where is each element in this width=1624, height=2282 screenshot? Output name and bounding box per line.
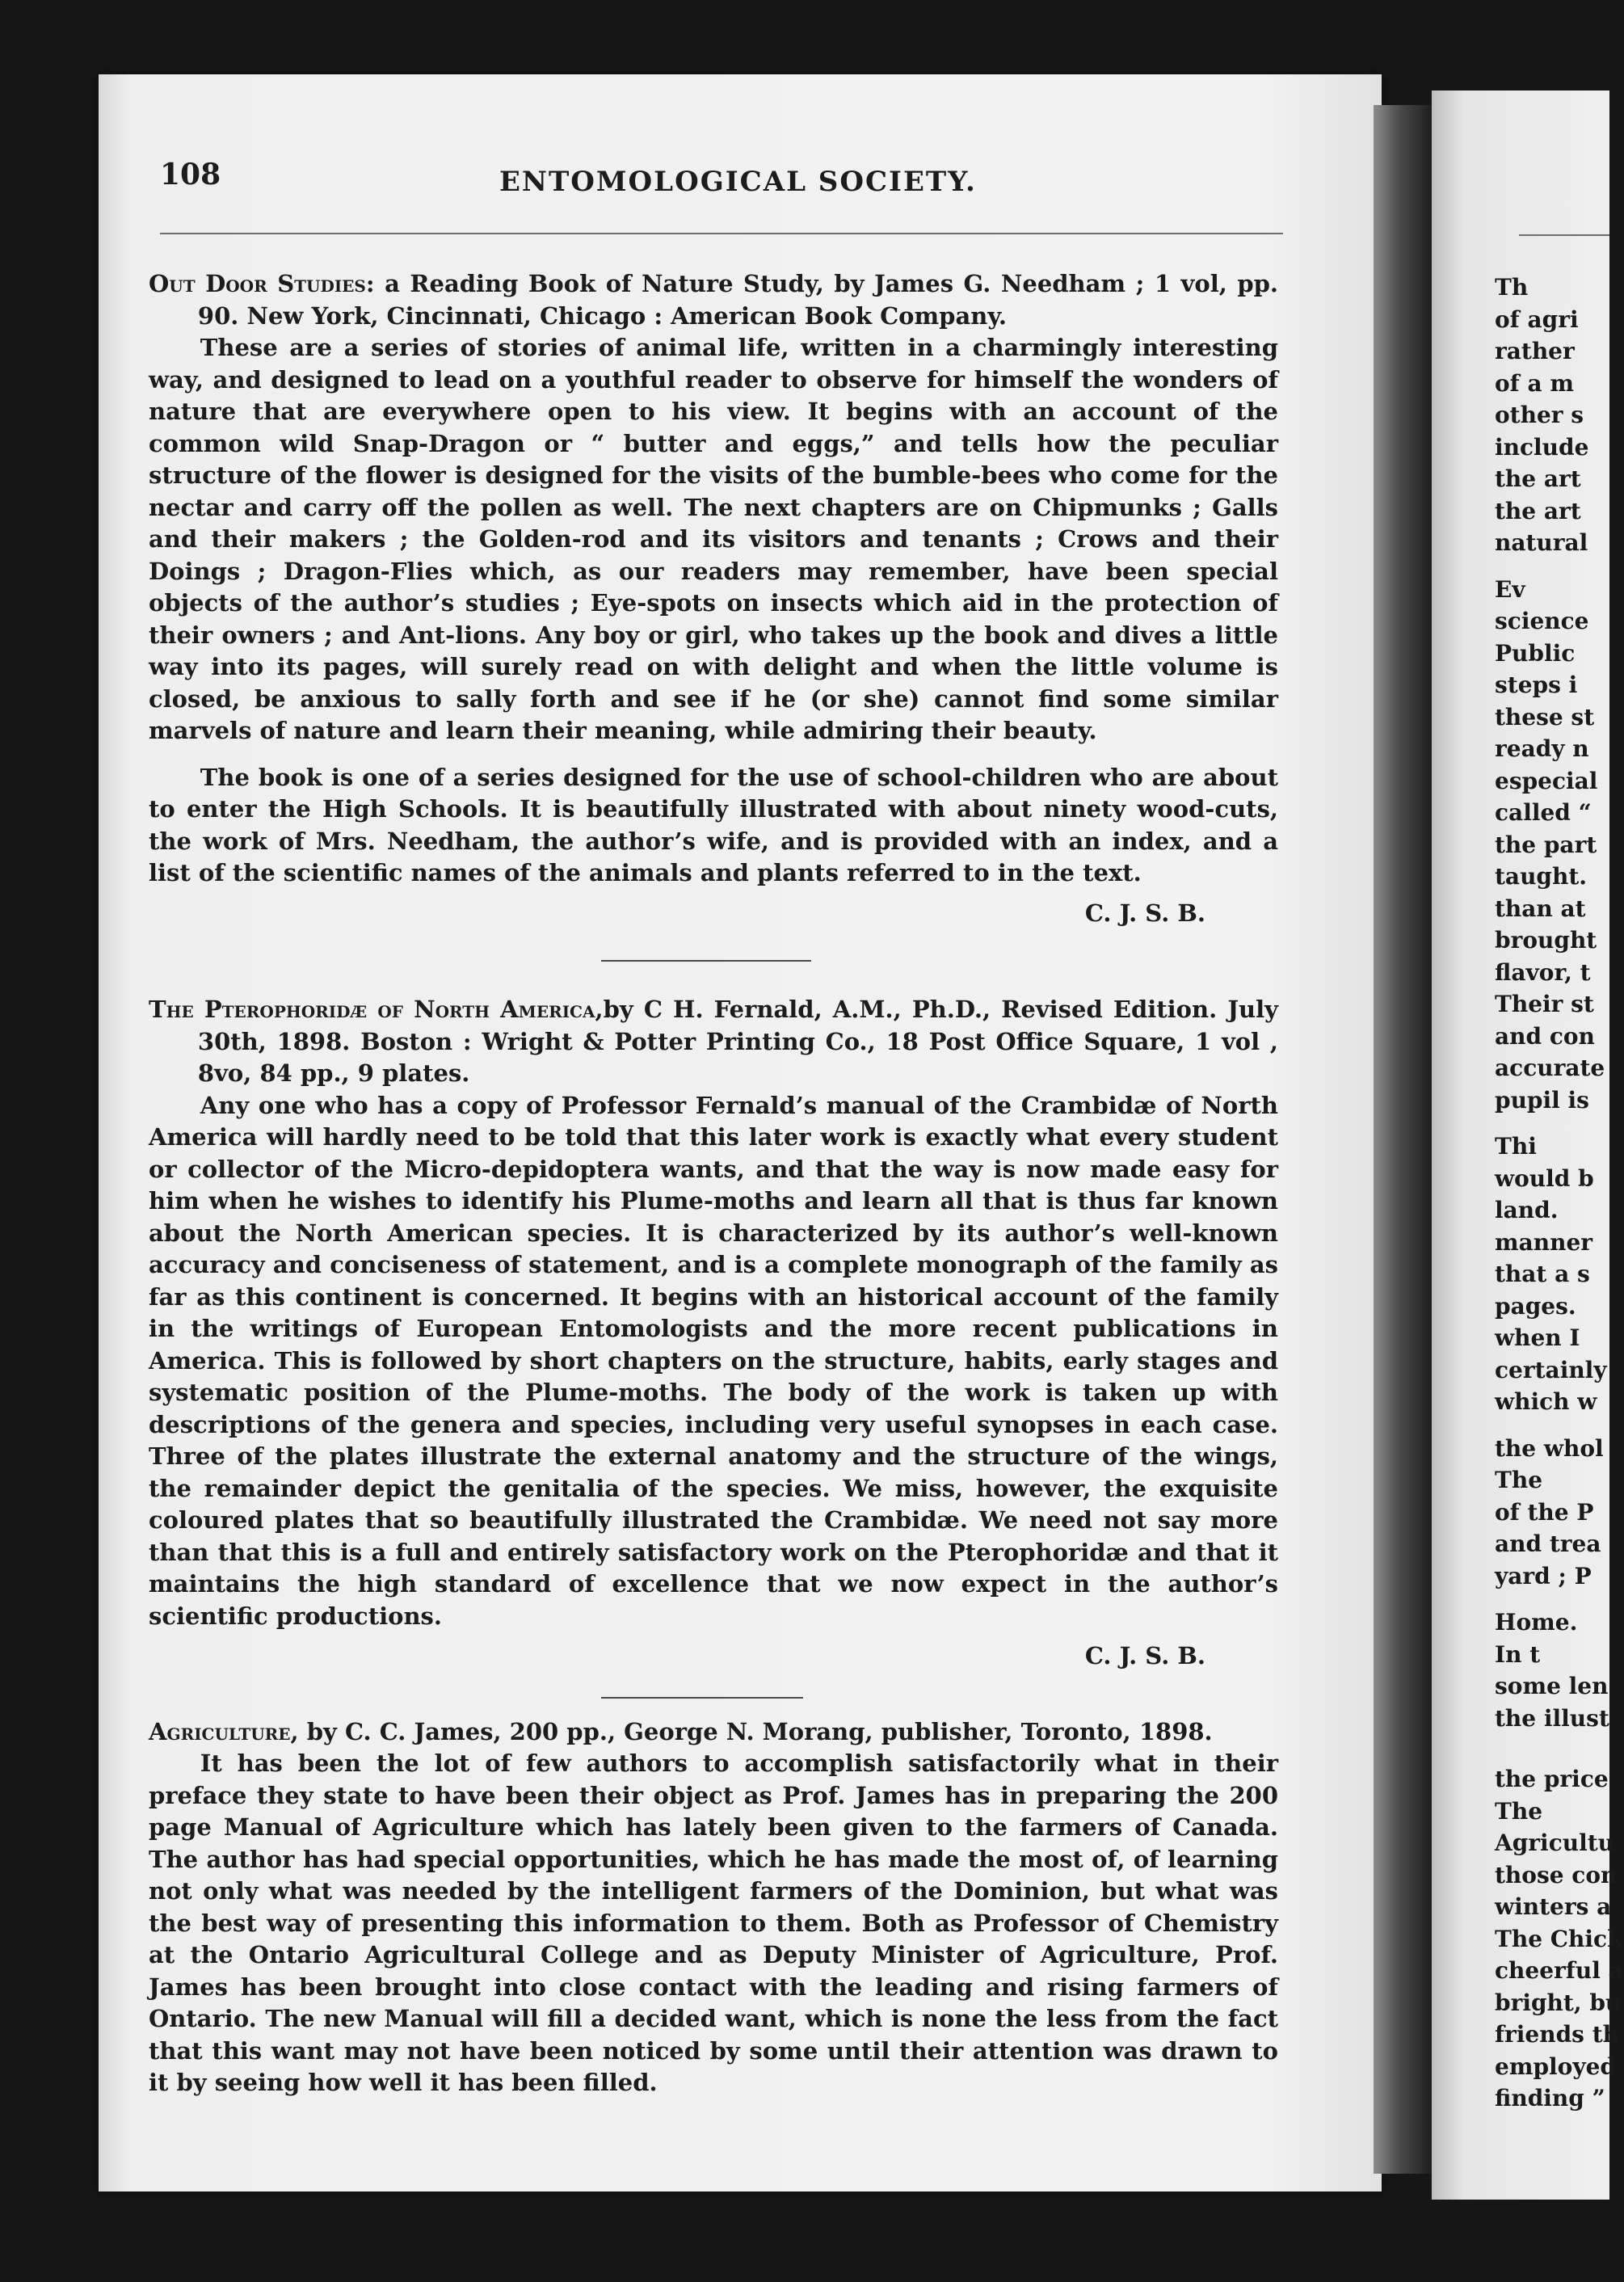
facing-page-line: Thi [1495, 1133, 1537, 1160]
facing-page-line: some len [1495, 1673, 1609, 1699]
facing-page-line: would b [1495, 1164, 1594, 1192]
facing-page-text [1495, 272, 1624, 2115]
facing-page-line: and trea [1495, 1530, 1601, 1557]
facing-page-line: the art [1495, 497, 1581, 524]
facing-page-line: Public [1495, 639, 1576, 667]
review-paragraph: These are a series of stories of animal life, written in a charmingly interesting way, and designed to lead on a youthful reader to observe for himself the wonders of nature that are everywhere open to his view. It begins with an account of the common wild Snap-Dragon or “ butter and eggs,” and tells how the peculiar structure of the flower is designed for the visits of the bumble-bees who come for the nectar and carry off the pollen as well. The next chapters are on Chipmunks ; Galls and their makers ; the Golden-rod and its visitors and tenants ; Crows and their Doings ; Dragon-Flies which, as our readers may remember, have been special objects of the author’s studies ; Eye-spots on insects which aid in the protection of their owners ; and Ant-lions. Any boy or girl, who takes up the book and dives a little way into its pages, will surely read on with delight and when the little volume is closed, be anxious to sally forth and see if he (or she) cannot find some similar marvels of nature and learn their meaning, while admiring their beauty. [149, 334, 1278, 744]
facing-page-line: the price [1495, 1766, 1609, 1792]
facing-page-line: science [1495, 608, 1589, 634]
facing-page-line: these st [1495, 703, 1595, 730]
facing-page-line: natural [1495, 529, 1588, 556]
facing-page-line: the part [1495, 831, 1597, 858]
page-number: 108 [160, 158, 221, 192]
facing-page-line: The [1495, 1467, 1543, 1493]
facing-page-line: certainly [1495, 1356, 1607, 1383]
facing-page-line: finding ” [1495, 2085, 1605, 2111]
review-agriculture [149, 1716, 1278, 2099]
facing-page-line: flavor, t [1495, 958, 1591, 986]
facing-page-line: and con [1495, 1022, 1595, 1050]
header-rule [160, 233, 1283, 234]
review-citation: ,by C H. Fernald, A.M., Ph.D., Revised Edition. July 30th, 1898. Boston : Wright & Potter Printing Co., 18 Post Office Square, 1 vol , 8vo, 84 pp., 9 plates. [197, 996, 1278, 1087]
section-divider [601, 960, 811, 962]
review-column [149, 268, 1278, 2099]
facing-page-line: which w [1495, 1388, 1597, 1415]
page-header [160, 158, 1283, 206]
facing-page-line: friends th [1495, 2021, 1619, 2048]
book-gutter [1374, 105, 1432, 2174]
facing-page-line: steps i [1495, 672, 1578, 698]
facing-page-line: cheerful a [1495, 1957, 1623, 1984]
review-pterophoridae [149, 994, 1278, 1673]
facing-page-line: yard ; P [1495, 1562, 1592, 1589]
facing-page-line: land. [1495, 1197, 1559, 1223]
facing-page-line: winters a [1495, 1893, 1612, 1920]
facing-page-line: manner [1495, 1228, 1593, 1256]
facing-page-line: taught. [1495, 863, 1588, 890]
facing-page-line: the illust [1495, 1704, 1609, 1732]
facing-page-line: Their st [1495, 991, 1594, 1017]
facing-page-line: In t [1495, 1640, 1541, 1668]
review-title: Agriculture [149, 1717, 291, 1745]
facing-page-line: The Chick [1495, 1925, 1623, 1952]
review-citation: : a Reading Book of Nature Study, by James G. Needham ; 1 vol, pp. 90. New York, Cincinnati, Chicago : American Book Company. [197, 270, 1278, 330]
review-heading [149, 1716, 1278, 1749]
facing-page-line: bright, bu [1495, 1989, 1622, 2016]
section-divider [601, 1697, 803, 1699]
facing-page-line: that a s [1495, 1261, 1590, 1287]
facing-page-line: brought [1495, 927, 1597, 954]
review-out-door-studies [149, 268, 1278, 929]
facing-page-line: than at [1495, 895, 1586, 922]
facing-page-line: Home. [1495, 1609, 1578, 1636]
facing-page-line: of the P [1495, 1498, 1594, 1526]
facing-page-header-rule [1519, 234, 1609, 236]
running-title: ENTOMOLOGICAL SOCIETY. [499, 166, 977, 198]
facing-page-line: other s [1495, 402, 1584, 428]
review-citation: , by C. C. James, 200 pp., George N. Morang, publisher, Toronto, 1898. [290, 1717, 1213, 1745]
facing-page-line: include [1495, 433, 1589, 461]
review-title: Out Door Studies [149, 270, 366, 297]
review-paragraph: The book is one of a series designed for the use of school-children who are about to enter the High Schools. It is beautifully illustrated with about ninety wood-cuts, the work of Mrs. Needham, the author’s wife, and is provided with an index, and a list of the scientific names of the animals and plants referred to in the text. [149, 763, 1278, 886]
review-signature: C. J. S. B. [1084, 899, 1205, 927]
facing-page-line: the whol [1495, 1434, 1604, 1462]
facing-page-line: pupil is [1495, 1086, 1589, 1114]
review-paragraph: It has been the lot of few authors to accomplish satisfactorily what in their preface they state to have been their object as Prof. James has in preparing the 200 page Manual of Agriculture which has lately been given to the farmers of Canada. The author has had special opportunities, which he has made the most of, of learning not only what was needed by the intelligent farmers of the Dominion, but what was the best way of presenting this information to them. Both as Professor of Chemistry at the Ontario Agricultural College and as Deputy Minister of Agriculture, Prof. James has been brought into close contact with the leading and rising farmers of Ontario. The new Manual will fill a decided want, which is none the less from the fact that this want may not have been noticed by some until their attention was drawn to it by seeing how well it has been filled. [149, 1749, 1278, 2096]
facing-page-line: accurate [1495, 1055, 1605, 1081]
facing-page-line: employed [1495, 2053, 1616, 2080]
facing-page-line: those con [1495, 1861, 1618, 1888]
facing-page-line: pages. [1495, 1292, 1576, 1320]
review-signature: C. J. S. B. [1084, 1642, 1205, 1669]
facing-page-line: Agricultu [1495, 1829, 1615, 1856]
facing-page-line: The [1495, 1797, 1543, 1825]
facing-page-line: Th [1495, 274, 1529, 301]
facing-page-line: ready n [1495, 735, 1589, 762]
review-paragraph: Any one who has a copy of Professor Fernald’s manual of the Crambidæ of North America will hardly need to be told that this later work is exactly what every student or collector of the Micro-depidoptera wants, and that the way is now made easy for him when he wishes to identify his Plume-moths and learn all that is thus far known about the North American species. It is characterized by its author’s well-known accuracy and conciseness of statement, and is a complete monograph of the family as far as this continent is concerned. It begins with an historical account of the family in the writings of European Entomologists and the more recent publications in America. This is followed by short chapters on the structure, habits, early stages and systematic position of the Plume-moths. The body of the work is taken up with descriptions of the genera and species, including very useful synopses in each case. Three of the plates illustrate the external anatomy and the structure of the wings, the remainder depict the genitalia of the species. We miss, however, the exquisite coloured plates that so beautifully illustrated the Crambidæ. We need not say more than that this is a full and entirely satisfactory work on the Pterophoridæ and that it maintains the high standard of excellence that we now expect in the author’s scientific productions. [149, 1091, 1278, 1630]
facing-page-line: Ev [1495, 575, 1525, 603]
facing-page-line: the art [1495, 465, 1581, 492]
facing-page-line: of agri [1495, 305, 1579, 333]
review-heading [149, 994, 1278, 1090]
facing-page-line: of a m [1495, 369, 1574, 397]
facing-page-line: called “ [1495, 799, 1592, 826]
facing-page-line: when I [1495, 1324, 1580, 1351]
facing-page-line: especial [1495, 767, 1598, 794]
facing-page-line: rather [1495, 338, 1575, 364]
review-title: The Pterophoridæ of North America [149, 996, 595, 1023]
review-heading [149, 268, 1278, 332]
